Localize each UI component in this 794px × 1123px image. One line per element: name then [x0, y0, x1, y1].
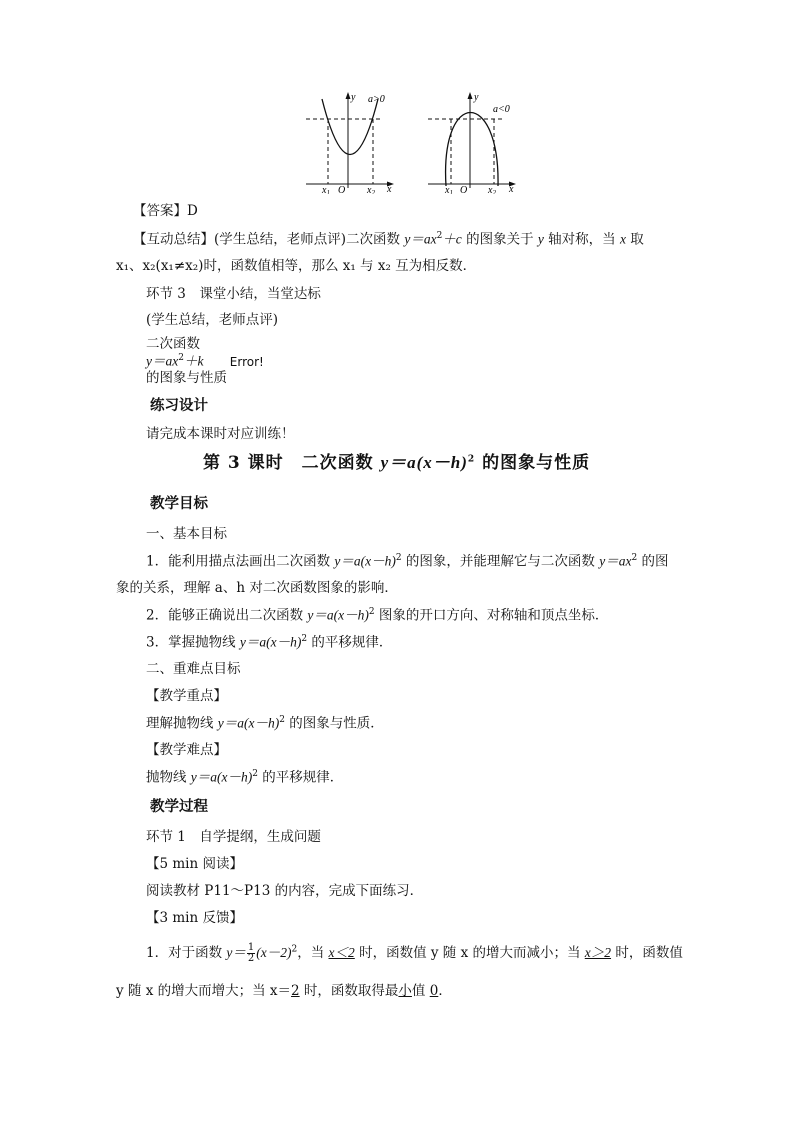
answer-blank-1: x＜2 — [328, 945, 355, 960]
goal-3: 3．掌握抛物线 $y=a(x-h)^2$ 的平移规律． — [146, 634, 393, 651]
read-text: 阅读教材 P11～P13 的内容，完成下面练习． — [146, 883, 424, 899]
right-x-label: x — [509, 184, 514, 194]
process-heading: 教学过程 — [150, 799, 208, 815]
key-goals-title: 二、重难点目标 — [146, 661, 241, 677]
lesson-title: 第 3 课时 二次函数 $y=a(x-h)^2$ 的图象与性质 — [203, 453, 591, 473]
left-origin-label: O — [338, 185, 346, 194]
left-condition-label: a>0 — [368, 94, 385, 105]
answer-blank-2: x＞2 — [584, 945, 612, 960]
right-x2-label: $x_2$ — [488, 185, 496, 194]
left-y-label: y — [351, 92, 356, 103]
read-label: 【5 min 阅读】 — [146, 856, 243, 872]
basic-goals-title: 一、基本目标 — [146, 526, 227, 542]
error-text: Error! — [229, 354, 264, 369]
left-x2-label: $x_2$ — [367, 185, 375, 194]
focus-text: 理解抛物线 $y=a(x-h)^2$ 的图象与性质． — [146, 715, 384, 732]
difficulty-text: 抛物线 $y=a(x-h)^2$ 的平移规律． — [146, 769, 344, 786]
practice-heading: 练习设计 — [150, 398, 208, 414]
answer-line — [133, 203, 198, 219]
section3-title: 环节 3 课堂小结，当堂达标 — [146, 286, 321, 302]
right-x1-label: $x_1$ — [445, 185, 453, 194]
diagram-line-1: 二次函数 — [146, 336, 200, 352]
left-x1-label: $x_1$ — [322, 185, 330, 194]
summary-equation: y＝ax — [404, 231, 437, 247]
practice-text: 请完成本课时对应训练！ — [146, 426, 295, 442]
difficulty-label: 【教学难点】 — [146, 742, 227, 758]
answer-blank-5: 0 — [429, 983, 439, 999]
goals-heading: 教学目标 — [150, 496, 208, 512]
right-graph — [428, 92, 516, 194]
step1-title: 环节 1 自学提纲，生成问题 — [146, 829, 321, 845]
answer-blank-3: 2 — [291, 983, 300, 999]
left-graph — [306, 92, 394, 194]
diagram-line-2: $y=ax^2+k$ Error! — [146, 353, 264, 369]
question-1-line-1: 1．对于函数 y＝ $\frac{1}{2}$ $(x-2)^2$，当 x＜2 时，函数值 y 随 x 的增大而减小；当 x＞2 时，函数值 — [146, 942, 683, 964]
section3-note: (学生总结，老师点评) — [146, 312, 279, 328]
fraction-half: $\frac{1}{2}$ — [247, 942, 255, 964]
goal-2: 2．能够正确说出二次函数 $y=a(x-h)^2$ 图象的开口方向、对称轴和顶点坐标． — [146, 607, 609, 624]
answer-label: 【答案】 — [133, 203, 187, 219]
right-y-label: y — [474, 92, 479, 103]
summary-label: 【互动总结】 — [133, 231, 214, 248]
parabola-figure — [300, 88, 530, 194]
left-x-label: x — [387, 184, 392, 194]
goal-1-line-2: 象的关系，理解 a、h 对二次函数图象的影响． — [116, 580, 398, 596]
right-origin-label: O — [460, 185, 468, 194]
focus-label: 【教学重点】 — [146, 688, 227, 704]
summary-line-1: 【互动总结】(学生总结，老师点评)二次函数 $y=ax^2+c$ 的图象关于 y 轴对称，当 x 取 — [133, 231, 644, 248]
goal-1-line-1: 1．能利用描点法画出二次函数 $y=a(x-h)^2$ 的图象，并能理解它与二次函数 $y=ax^2$ 的图 — [146, 553, 669, 570]
question-1-line-2: y 随 x 的增大而增大；当 x＝2 时，函数取得最小值 0． — [116, 983, 452, 999]
diagram-line-3: 的图象与性质 — [146, 370, 227, 386]
right-condition-label: a<0 — [493, 104, 510, 115]
feedback-label: 【3 min 反馈】 — [146, 910, 243, 926]
summary-line-2: x₁、x₂(x₁≠x₂)时，函数值相等，那么 x₁ 与 x₂ 互为相反数． — [116, 258, 477, 274]
answer-blank-4: 小 — [398, 983, 412, 999]
answer-value: D — [187, 203, 198, 219]
